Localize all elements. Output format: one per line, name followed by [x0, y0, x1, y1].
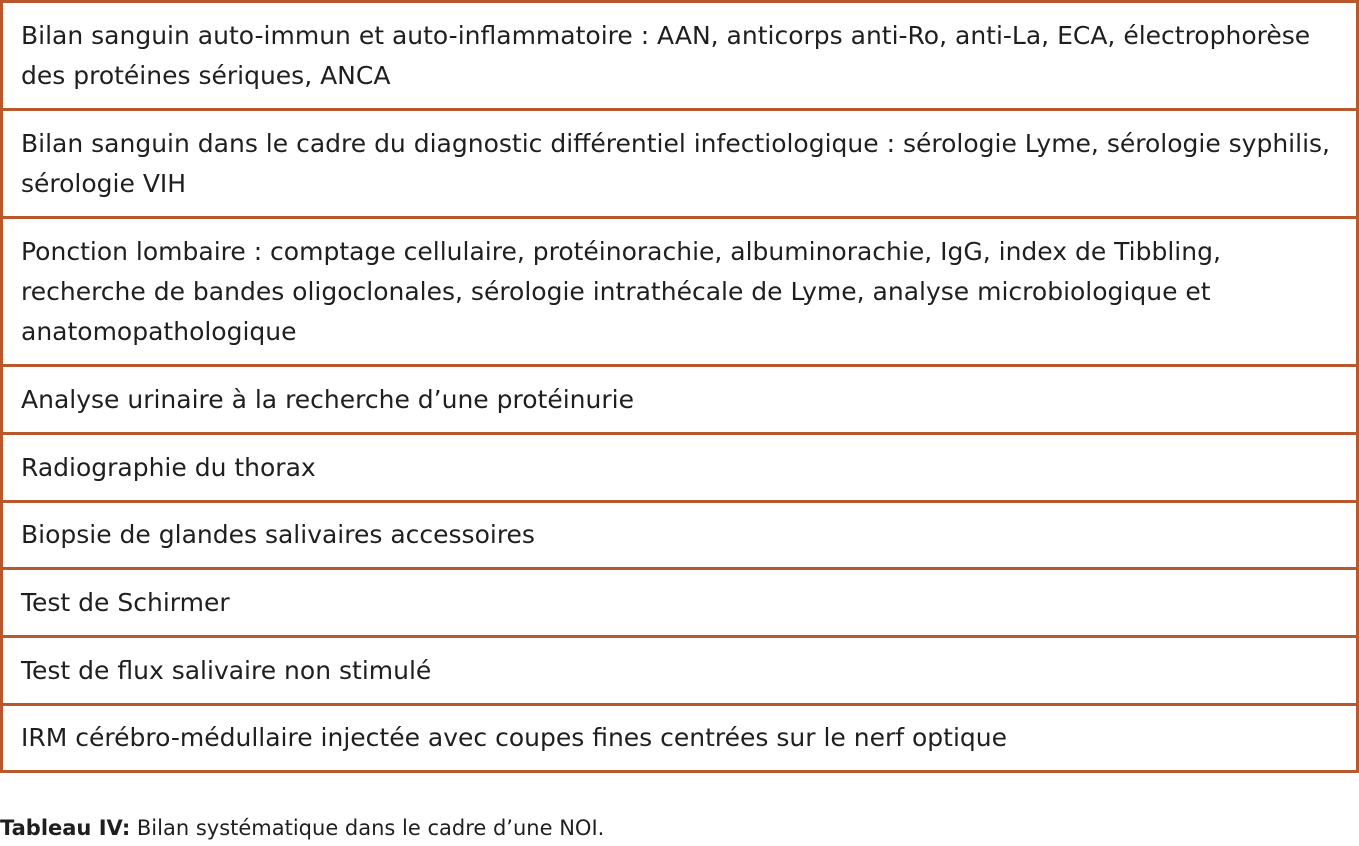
table-row	[0, 635, 1359, 703]
table-row	[0, 0, 1359, 108]
row-text: IRM cérébro-médullaire injectée avec coupes fines centrées sur le nerf optique	[21, 723, 1008, 752]
table-row	[0, 216, 1359, 364]
row-text: Radiographie du thorax	[21, 452, 316, 482]
row-text: Ponction lombaire : comptage cellulaire, protéinorachie, albuminorachie, IgG, index de Tibbling, recherche de bandes oligoclonales, sérologie intrathécale de Lyme, analyse microbiologique et anatomopathologique	[21, 236, 1221, 346]
row-text: Bilan sanguin dans le cadre du diagnostic différentiel infectiologique : sérologie Lyme, sérologie syphilis, sérologie VIH	[21, 128, 1330, 198]
row-text: Test de Schirmer	[21, 587, 230, 617]
row-text: Biopsie de glandes salivaires accessoires	[21, 520, 535, 549]
table-row	[0, 703, 1359, 773]
table-row	[0, 567, 1359, 635]
table-row	[0, 364, 1359, 432]
row-text: Test de flux salivaire non stimulé	[21, 655, 432, 685]
table-row	[0, 108, 1359, 216]
table-caption	[0, 814, 604, 842]
table-row	[0, 432, 1359, 500]
row-text: Analyse urinaire à la recherche d’une protéinurie	[21, 384, 634, 414]
row-text: Bilan sanguin auto-immun et auto-inflammatoire : AAN, anticorps anti-Ro, anti-La, ECA, électrophorèse des protéines sériques, ANCA	[21, 20, 1311, 90]
caption-label: Tableau IV:	[0, 816, 131, 840]
table-row	[0, 500, 1359, 567]
caption-text: Bilan systématique dans le cadre d’une NOI.	[130, 816, 605, 840]
